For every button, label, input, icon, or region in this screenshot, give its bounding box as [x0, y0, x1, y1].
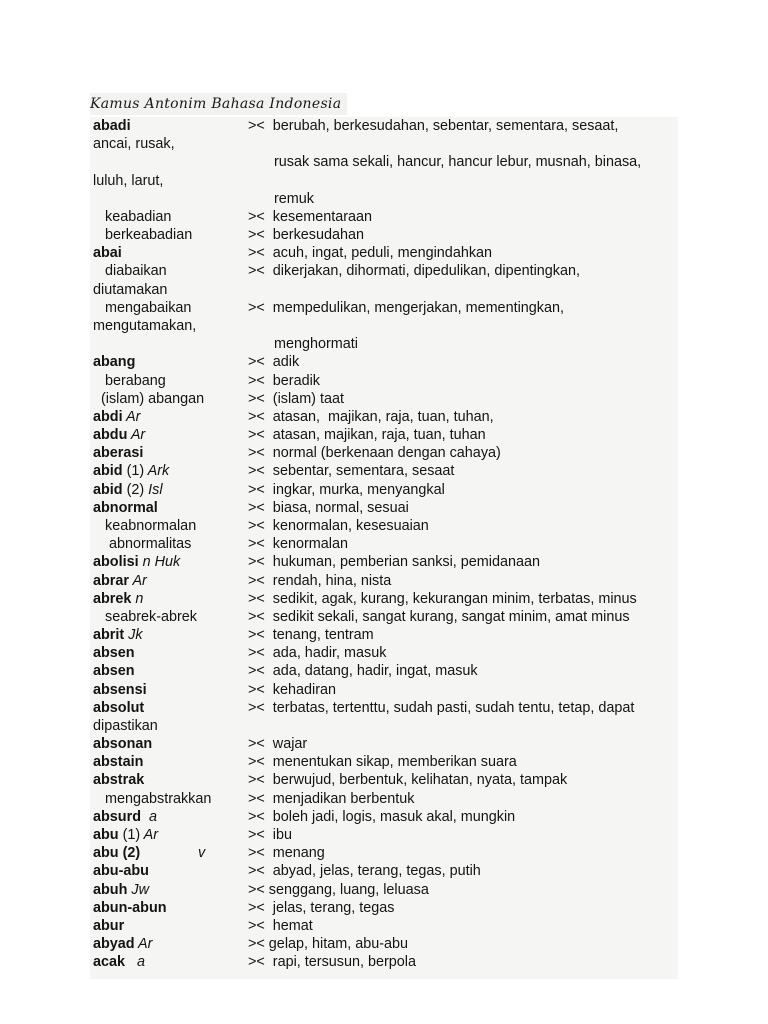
antonym-list: >< ingkar, murka, menyangkal	[248, 481, 445, 498]
antonym-list: >< biasa, normal, sesuai	[248, 499, 409, 516]
antonym-entry	[93, 353, 300, 371]
antonym-entry	[93, 553, 540, 571]
entry-line	[93, 317, 196, 335]
antonym-entry	[93, 953, 416, 971]
antonym-list: >< menang	[248, 845, 325, 862]
antonym-list: >< tenang, tentram	[248, 627, 374, 644]
antonym-list: >< dikerjakan, dihormati, dipedulikan, dipentingkan,	[248, 263, 580, 280]
usage-label: Jk	[124, 627, 143, 644]
antonym-list: >< rendah, hina, nista	[248, 572, 392, 589]
headword: diutamakan	[93, 281, 168, 298]
headword: absonan	[93, 736, 153, 753]
headword: ancai, rusak,	[93, 136, 175, 153]
antonym-list: >< ada, hadir, masuk	[248, 645, 387, 662]
antonym-list: >< senggang, luang, leluasa	[248, 881, 429, 898]
usage-label: Ar	[134, 936, 153, 953]
headword: absen	[93, 663, 135, 680]
usage-label: a	[140, 808, 157, 825]
antonym-entry	[93, 681, 337, 699]
antonym-list: >< normal (berkenaan dengan cahaya)	[248, 445, 501, 462]
antonym-entry	[93, 626, 374, 644]
antonym-entry	[93, 753, 517, 771]
antonym-entry	[93, 226, 365, 244]
headword: berkeabadian	[93, 227, 193, 244]
antonym-list: >< berkesudahan	[248, 227, 365, 244]
antonym-list: >< beradik	[248, 372, 321, 389]
antonym-entry	[93, 735, 308, 753]
headword: absen	[93, 645, 135, 662]
headword: mengabaikan	[93, 299, 192, 316]
sense-number: (2)	[122, 481, 145, 498]
headword: berabang	[93, 372, 166, 389]
usage-label: Ark	[144, 463, 170, 480]
antonym-list: >< boleh jadi, logis, masuk akal, mungkin	[248, 808, 516, 825]
antonym-entry	[93, 899, 395, 917]
headword: keabnormalan	[93, 517, 197, 534]
antonym-entry	[93, 662, 478, 680]
usage-label: v	[198, 845, 206, 862]
antonym-list: >< atasan, majikan, raja, tuan, tuhan,	[248, 408, 494, 425]
dictionary-page	[90, 117, 678, 979]
antonym-continuation: rusak sama sekali, hancur, hancur lebur, musnah, binasa,	[274, 154, 642, 171]
antonym-list: >< menentukan sikap, memberikan suara	[248, 754, 517, 771]
antonym-entry	[93, 499, 409, 517]
headword: abolisi	[93, 554, 139, 571]
headword: abnormal	[93, 499, 158, 516]
headword: (islam) abangan	[93, 390, 205, 407]
antonym-list: >< terbatas, tertenttu, sudah pasti, sudah tentu, tetap, dapat	[248, 699, 635, 716]
usage-label: Isl	[144, 481, 163, 498]
antonym-list: >< berwujud, berbentuk, kelihatan, nyata, tampak	[248, 772, 568, 789]
headword: diabaikan	[93, 263, 167, 280]
headword: abrar	[93, 572, 129, 589]
headword: abdi	[93, 408, 123, 425]
antonym-entry	[93, 917, 313, 935]
headword: abid	[93, 481, 123, 498]
antonym-entry	[93, 462, 455, 480]
headword: abuh	[93, 881, 128, 898]
antonym-entry	[93, 644, 387, 662]
headword: acak	[93, 954, 126, 971]
antonym-entry	[93, 299, 564, 317]
headword: mengabstrakkan	[93, 790, 212, 807]
headword: abu-abu	[93, 863, 149, 880]
antonym-list: >< sedikit sekali, sangat kurang, sangat minim, amat minus	[248, 608, 630, 625]
antonym-list: >< rapi, tersusun, berpola	[248, 954, 416, 971]
antonym-list: >< kehadiran	[248, 681, 337, 698]
usage-label: n Huk	[138, 554, 181, 571]
antonym-entry	[93, 935, 409, 953]
antonym-entry	[93, 117, 619, 135]
headword: abu (2)	[93, 845, 141, 862]
antonym-list: >< abyad, jelas, terang, tegas, putih	[248, 863, 481, 880]
headword: absolut	[93, 699, 145, 716]
headword: abrek	[93, 590, 132, 607]
headword: abu	[93, 827, 119, 844]
antonym-entry	[93, 608, 630, 626]
usage-label: Ar	[127, 427, 146, 444]
antonym-list: >< hukuman, pemberian sanksi, pemidanaan	[248, 554, 540, 571]
headword: abai	[93, 245, 122, 262]
antonym-entry	[93, 590, 637, 608]
antonym-entry	[93, 390, 344, 408]
antonym-list: >< gelap, hitam, abu-abu	[248, 936, 409, 953]
headword: mengutamakan,	[93, 317, 197, 334]
headword: abnormalitas	[93, 536, 192, 553]
antonym-list: >< berubah, berkesudahan, sebentar, sementara, sesaat,	[248, 118, 619, 134]
antonym-entry	[93, 408, 494, 426]
antonym-entry	[93, 844, 325, 862]
antonym-continuation: menghormati	[274, 336, 358, 353]
antonym-entry	[93, 444, 501, 462]
antonym-entry	[93, 244, 493, 262]
usage-label: Jw	[127, 881, 149, 898]
antonym-list: >< adik	[248, 354, 300, 371]
antonym-entry	[93, 262, 580, 280]
headword: abun-abun	[93, 899, 167, 916]
antonym-entry	[93, 208, 372, 226]
antonym-entry	[93, 826, 293, 844]
antonym-continuation: remuk	[274, 190, 314, 207]
usage-label: Ar	[140, 827, 159, 844]
antonym-list: >< mempedulikan, mengerjakan, mementingkan,	[248, 299, 564, 316]
antonym-entry	[93, 481, 445, 499]
headword: abstrak	[93, 772, 145, 789]
antonym-list: >< wajar	[248, 736, 308, 753]
entry-line	[93, 172, 163, 190]
antonym-entry	[93, 535, 348, 553]
headword: abrit	[93, 627, 125, 644]
antonym-entry	[93, 790, 415, 808]
antonym-entry	[93, 862, 481, 880]
headword: abdu	[93, 427, 128, 444]
headword: seabrek-abrek	[93, 608, 197, 625]
antonym-entry	[93, 517, 429, 535]
antonym-list: >< sebentar, sementara, sesaat	[248, 463, 455, 480]
headword: abid	[93, 463, 123, 480]
entry-line	[93, 135, 175, 153]
antonym-list: >< atasan, majikan, raja, tuan, tuhan	[248, 427, 486, 444]
usage-label: Ar	[129, 572, 147, 589]
entry-line	[93, 281, 167, 299]
antonym-entry	[93, 699, 635, 717]
headword: abang	[93, 354, 136, 371]
usage-label: a	[125, 954, 146, 971]
headword: abyad	[93, 936, 135, 953]
sense-number: (1)	[122, 463, 145, 480]
antonym-list: >< ada, datang, hadir, ingat, masuk	[248, 663, 478, 680]
headword: abstain	[93, 754, 144, 771]
antonym-entry	[93, 881, 429, 899]
antonym-entry	[93, 771, 568, 789]
headword: aberasi	[93, 445, 144, 462]
antonym-entry	[93, 808, 516, 826]
antonym-entry	[93, 372, 321, 390]
antonym-list: >< (islam) taat	[248, 390, 344, 407]
antonym-list: >< kenormalan, kesesuaian	[248, 517, 429, 534]
antonym-list: >< kesementaraan	[248, 208, 372, 225]
sense-number: (1)	[118, 827, 141, 844]
headword: abadi	[93, 118, 131, 134]
headword: dipastikan	[93, 717, 158, 734]
document-title: Kamus Antonim Bahasa Indonesia	[90, 93, 347, 115]
antonym-list: >< sedikit, agak, kurang, kekurangan minim, terbatas, minus	[248, 590, 637, 607]
usage-label: n	[131, 590, 144, 607]
antonym-list: >< hemat	[248, 917, 313, 934]
headword: luluh, larut,	[93, 172, 164, 189]
headword: keabadian	[93, 208, 172, 225]
antonym-entry	[93, 572, 392, 590]
antonym-list: >< acuh, ingat, peduli, mengindahkan	[248, 245, 493, 262]
antonym-entry	[93, 426, 486, 444]
antonym-list: >< jelas, terang, tegas	[248, 899, 395, 916]
headword: abur	[93, 917, 125, 934]
entry-line	[93, 717, 158, 735]
antonym-list: >< menjadikan berbentuk	[248, 790, 415, 807]
headword: absurd	[93, 808, 141, 825]
usage-label: Ar	[122, 408, 141, 425]
headword: absensi	[93, 681, 147, 698]
antonym-list: >< ibu	[248, 827, 293, 844]
antonym-list: >< kenormalan	[248, 536, 348, 553]
